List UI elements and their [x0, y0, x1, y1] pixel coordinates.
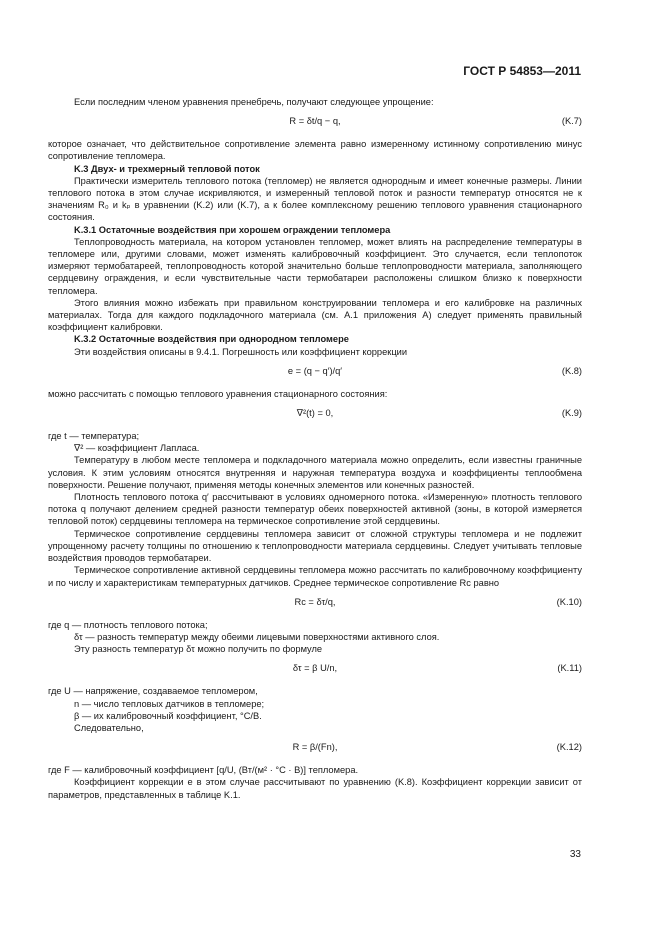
document-body — [48, 96, 582, 801]
where-line: где U — напряжение, создаваемое тепломером, — [48, 686, 258, 697]
document-header: ГОСТ Р 54853—2011 — [463, 64, 581, 78]
paragraph: Термическое сопротивление активной сердцевины тепломера можно рассчитать по калибровочному коэффициенту и по числу и характеристикам температурных датчиков. Среднее термическое сопротивление Rc равно — [48, 565, 582, 588]
equation-number: (K.12) — [556, 742, 582, 753]
paragraph: Плотность теплового потока q′ рассчитывают в условиях одномерного потока. «Измеренную» плотность теплового потока q получают делением средней разности температур обеих поверхностей активной (зоны, в которой измеряется тепловой поток) сердцевины тепломера на термическое сопротивление этой сердцевины. — [48, 492, 582, 527]
equation-k9 — [48, 407, 582, 423]
paragraph: Коэффициент коррекции e в этом случае рассчитывают по уравнению (K.8). Коэффициент коррекции зависит от параметров, представленных в таблице K.1. — [48, 777, 582, 800]
subsection-heading: K.3.1 Остаточные воздействия при хорошем ограждении тепломера — [74, 224, 391, 235]
paragraph: Температуру в любом месте тепломера и подкладочного материала можно определить, если известны граничные условия. К этим условиям относятся внутренняя и наружная температура воздуха и коэффициенты теплообмена поверхности. Решение получают, применяя методы конечных элементов или конечных разностей. — [48, 455, 582, 490]
equation-number: (K.7) — [561, 116, 582, 127]
equation-formula: δτ = β U/n, — [292, 663, 338, 674]
equation-k10 — [48, 596, 582, 612]
paragraph: Эти воздействия описаны в 9.4.1. Погрешность или коэффициент коррекции — [74, 346, 408, 357]
paragraph: Теплопроводность материала, на котором установлен тепломер, может влиять на распределение температуры в тепломере или, другими словами, может изменять калибровочный коэффициент. Это случается, если теплопоток измеряют термобатареей, теплопроводность которой значительно больше теплопроводности материала, заполняющего сердцевину ограждения, и если чувствительные части термобатареи расположены слишком близко к поверхности тепломера. — [48, 236, 582, 296]
where-line: где F — калибровочный коэффициент [q/U, (Вт/(м² · °C · B)] тепломера. — [48, 765, 359, 776]
equation-formula: R = β/(Fn), — [292, 742, 338, 753]
paragraph: которое означает, что действительное сопротивление элемента равно измеренному истинному сопротивлению минус сопротивление тепломера. — [48, 139, 582, 162]
paragraph: Практически измеритель теплового потока (тепломер) не является однородным и имеет конечные размеры. Линии теплового потока в этом случае искривляются, и измеренный тепловой поток и разности температур относятся не к значениям R₀ и kₚ в уравнении (K.2) или (K.7), а к более комплексному решению теплового уравнения стационарного состояния. — [48, 175, 582, 223]
equation-formula: R = δt/q − q, — [289, 116, 341, 127]
paragraph: Следовательно, — [74, 722, 144, 733]
equation-k11 — [48, 662, 582, 678]
equation-k8 — [48, 365, 582, 381]
where-line: δτ — разность температур между обеими лицевыми поверхностями активного слоя. — [74, 631, 440, 642]
equation-number: (K.8) — [561, 365, 582, 376]
equation-k7 — [48, 115, 582, 131]
where-line: n — число тепловых датчиков в тепломере; — [74, 698, 265, 709]
page-number: 33 — [569, 849, 581, 860]
equation-number: (K.9) — [561, 408, 582, 419]
where-line: где q — плотность теплового потока; — [48, 619, 208, 630]
equation-formula: e = (q − q′)/q′ — [287, 365, 343, 376]
section-heading: K.3 Двух- и трехмерный тепловой поток — [74, 163, 260, 174]
paragraph: Термическое сопротивление сердцевины тепломера зависит от сложной структуры тепломера и не подлежит упрощенному расчету толщины по отношению к теплопроводности материала сердцевины. Следует учитывать тепловые воздействия проводов термобатареи. — [48, 528, 582, 564]
paragraph: можно рассчитать с помощью теплового уравнения стационарного состояния: — [48, 388, 388, 399]
subsection-heading: K.3.2 Остаточные воздействия при однородном тепломере — [74, 334, 349, 345]
where-line: где t — температура; — [48, 431, 140, 442]
equation-k12 — [48, 741, 582, 757]
equation-number: (K.10) — [556, 596, 582, 607]
equation-formula: Rc = δτ/q, — [294, 596, 336, 607]
paragraph: Эту разность температур δτ можно получить по формуле — [74, 644, 323, 655]
equation-formula: ∇²(t) = 0, — [296, 408, 334, 419]
where-line: ∇² — коэффициент Лапласа. — [74, 443, 200, 454]
equation-number: (K.11) — [557, 663, 582, 674]
paragraph: Этого влияния можно избежать при правильном конструировании тепломера и его калибровке на различных материалах. Тогда для каждого подкладочного материала (см. A.1 приложения A) следует применять правильный коэффициент калибровки. — [48, 297, 582, 333]
where-line: β — их калибровочный коэффициент, °C/B. — [74, 710, 262, 721]
paragraph: Если последним членом уравнения пренебречь, получают следующее упрощение: — [74, 97, 434, 107]
